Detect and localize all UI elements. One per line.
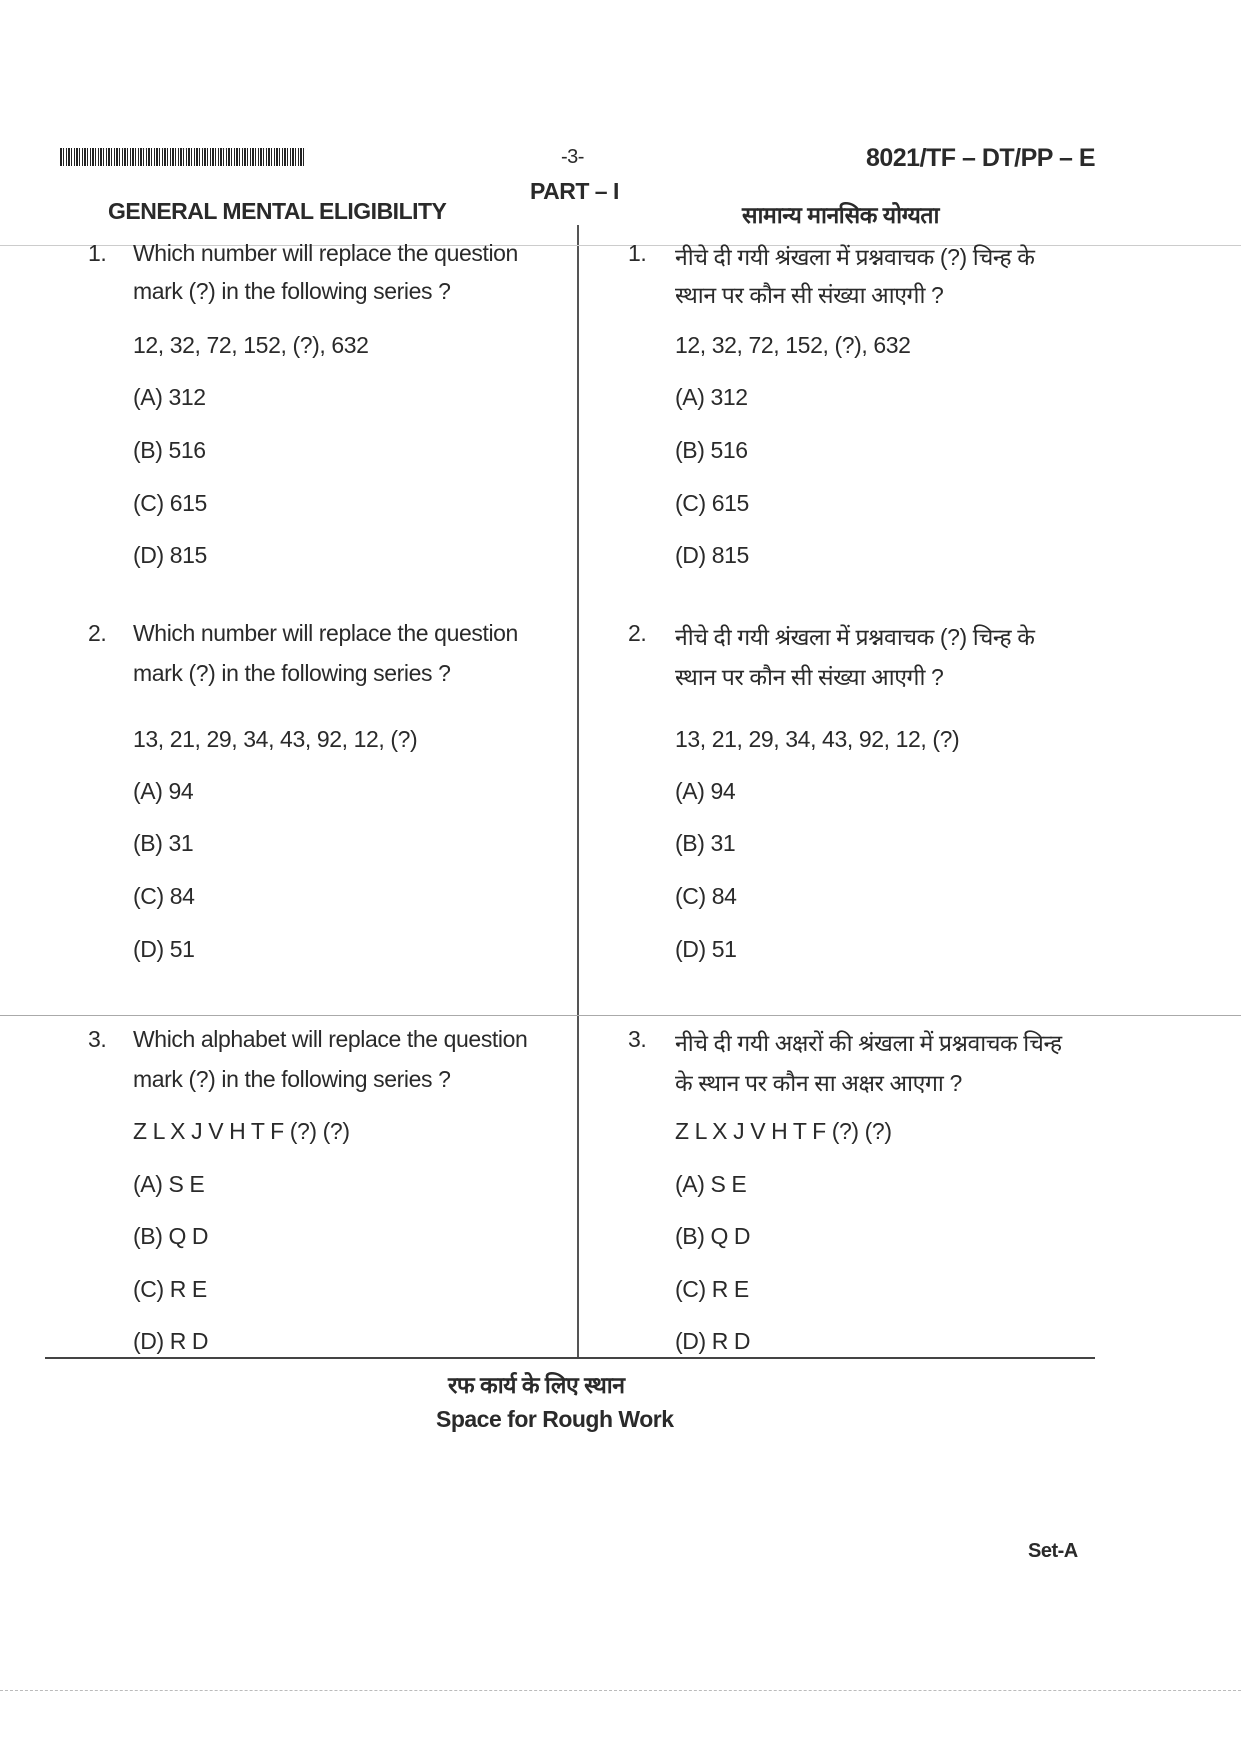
set-label: Set-A [1028, 1540, 1078, 1562]
answer-option: (D) 815 [675, 542, 749, 568]
rough-work-divider [45, 1357, 1095, 1359]
answer-option: (A) 94 [133, 778, 194, 804]
question-text: Which alphabet will replace the question [133, 1026, 528, 1052]
question-text: के स्थान पर कौन सा अक्षर आएगा ? [675, 1070, 962, 1096]
question-series: 12, 32, 72, 152, (?), 632 [675, 332, 911, 358]
answer-option: (B) Q D [675, 1223, 751, 1249]
question-series: 13, 21, 29, 34, 43, 92, 12, (?) [675, 726, 960, 752]
rough-work-hi: रफ कार्य के लिए स्थान [448, 1372, 625, 1398]
question-text: Which number will replace the question [133, 620, 518, 646]
question-text: mark (?) in the following series ? [133, 278, 451, 304]
question-number: 1. [628, 240, 647, 266]
question-number: 3. [628, 1026, 647, 1052]
column-divider [577, 225, 579, 1357]
question-text: mark (?) in the following series ? [133, 660, 451, 686]
rough-work-en: Space for Rough Work [436, 1406, 674, 1432]
question-series: 13, 21, 29, 34, 43, 92, 12, (?) [133, 726, 418, 752]
answer-option: (D) R D [675, 1328, 751, 1354]
question-divider [0, 1015, 1241, 1016]
question-number: 2. [88, 620, 107, 646]
answer-option: (A) 312 [133, 384, 206, 410]
paper-code: 8021/TF – DT/PP – E [865, 144, 1095, 172]
answer-option: (B) 31 [133, 830, 194, 856]
section-title-en: GENERAL MENTAL ELIGIBILITY [108, 198, 447, 224]
answer-option: (B) 31 [675, 830, 736, 856]
answer-option: (D) 815 [133, 542, 207, 568]
part-title: PART – I [530, 178, 619, 204]
question-text: नीचे दी गयी श्रंखला में प्रश्नवाचक (?) चिन्ह के [675, 624, 1035, 650]
answer-option: (C) 84 [675, 883, 737, 909]
question-text: नीचे दी गयी अक्षरों की श्रंखला में प्रश्नवाचक चिन्ह [675, 1030, 1062, 1056]
question-series: 12, 32, 72, 152, (?), 632 [133, 332, 369, 358]
answer-option: (D) 51 [675, 936, 737, 962]
question-number: 1. [88, 240, 107, 266]
answer-option: (A) 312 [675, 384, 748, 410]
page-number: -3- [561, 146, 584, 168]
question-text: mark (?) in the following series ? [133, 1066, 451, 1092]
question-text: स्थान पर कौन सी संख्या आएगी ? [675, 664, 944, 690]
question-number: 2. [628, 620, 647, 646]
answer-option: (A) 94 [675, 778, 736, 804]
answer-option: (B) 516 [675, 437, 748, 463]
question-series: Z L X J V H T F (?) (?) [675, 1118, 892, 1144]
answer-option: (A) S E [133, 1171, 205, 1197]
answer-option: (D) 51 [133, 936, 195, 962]
answer-option: (B) Q D [133, 1223, 209, 1249]
section-title-hi: सामान्य मानसिक योग्यता [742, 202, 939, 228]
answer-option: (C) 615 [133, 490, 207, 516]
question-series: Z L X J V H T F (?) (?) [133, 1118, 350, 1144]
answer-option: (C) 615 [675, 490, 749, 516]
answer-option: (C) R E [133, 1276, 207, 1302]
question-text: स्थान पर कौन सी संख्या आएगी ? [675, 282, 944, 308]
answer-option: (A) S E [675, 1171, 747, 1197]
answer-option: (C) 84 [133, 883, 195, 909]
question-text: Which number will replace the question [133, 240, 518, 266]
answer-option: (C) R E [675, 1276, 749, 1302]
barcode [60, 148, 305, 166]
question-text: नीचे दी गयी श्रंखला में प्रश्नवाचक (?) चिन्ह के [675, 244, 1035, 270]
question-number: 3. [88, 1026, 107, 1052]
answer-option: (D) R D [133, 1328, 209, 1354]
answer-option: (B) 516 [133, 437, 206, 463]
page-edge [0, 1690, 1241, 1691]
